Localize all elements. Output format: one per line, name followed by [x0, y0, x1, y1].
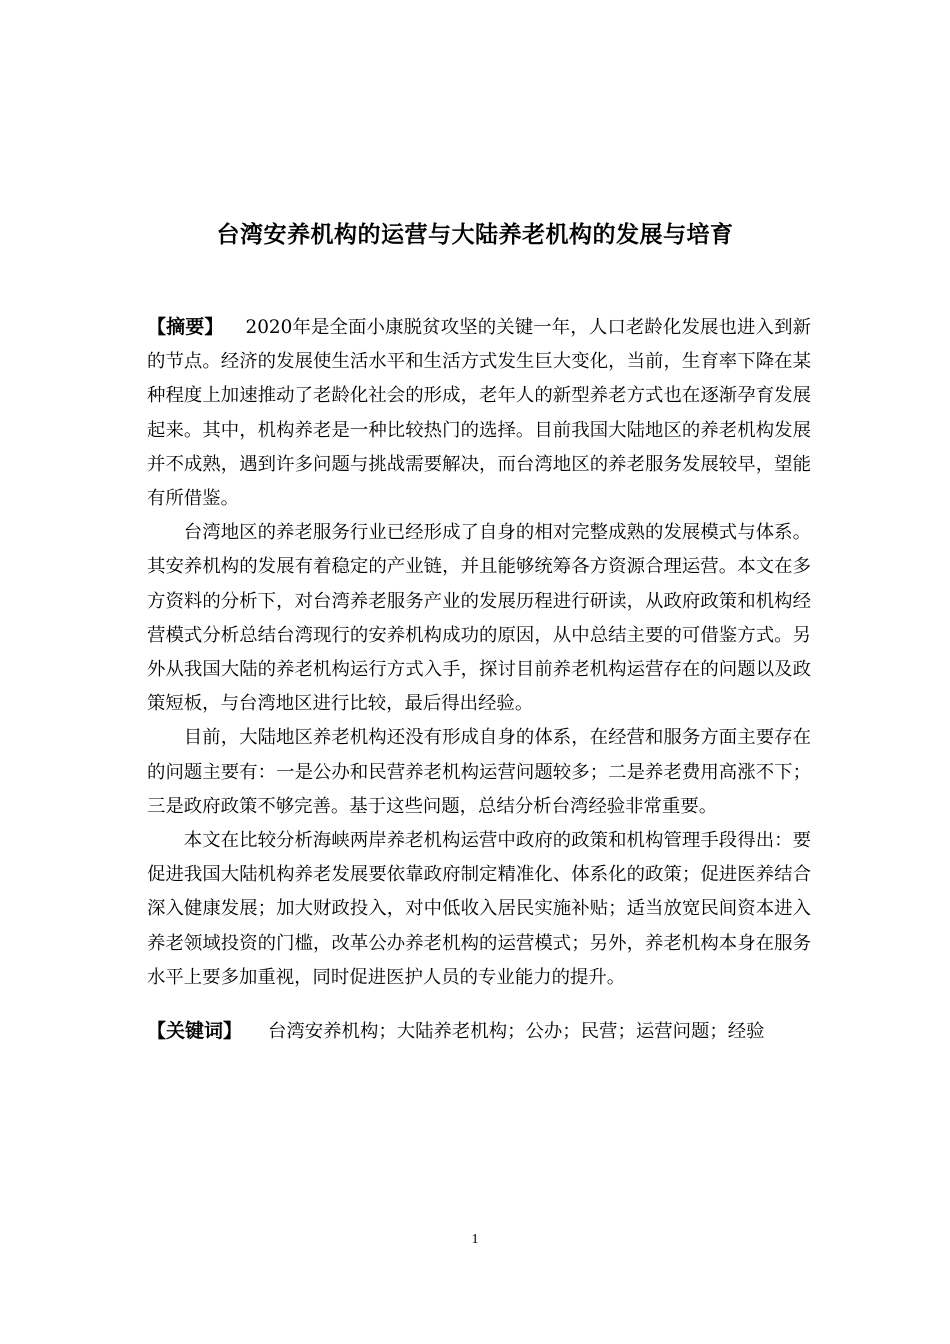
- keywords-label: 【关键词】: [147, 1020, 243, 1042]
- page-number: 1: [471, 1232, 479, 1247]
- abstract-label: 【摘要】: [147, 316, 224, 338]
- abstract-paragraph-1-text: 2020年是全面小康脱贫攻坚的关键一年，人口老龄化发展也进入到新的节点。经济的发展使生活水平和生活方式发生巨大变化，当前，生育率下降在某种程度上加速推动了老龄化社会的形成，老年人的新型养老方式也在逐渐孕育发展起来。其中，机构养老是一种比较热门的选择。目前我国大陆地区的养老机构发展并不成熟，遇到许多问题与挑战需要解决，而台湾地区的养老服务发展较早，望能有所借鉴。: [147, 317, 811, 510]
- abstract-paragraph-1: [147, 310, 811, 516]
- abstract-paragraph-2: 台湾地区的养老服务行业已经形成了自身的相对完整成熟的发展模式与体系。其安养机构的发展有着稳定的产业链，并且能够统筹各方资源合理运营。本文在多方资料的分析下，对台湾养老服务产业的发展历程进行研读，从政府政策和机构经营模式分析总结台湾现行的安养机构成功的原因，从中总结主要的可借鉴方式。另外从我国大陆的养老机构运行方式入手，探讨目前养老机构运营存在的问题以及政策短板，与台湾地区进行比较，最后得出经验。: [147, 522, 811, 715]
- keywords-section: [147, 1014, 827, 1049]
- keywords-text: 台湾安养机构；大陆养老机构；公办；民营；运营问题；经验: [268, 1021, 765, 1042]
- document-title: 台湾安养机构的运营与大陆养老机构的发展与培育: [216, 222, 734, 249]
- abstract-section: [147, 310, 811, 995]
- abstract-paragraph-4: 本文在比较分析海峡两岸养老机构运营中政府的政策和机构管理手段得出：要促进我国大陆机构养老发展要依靠政府制定精准化、体系化的政策；促进医养结合深入健康发展；加大财政投入，对中低收入居民实施补贴；适当放宽民间资本进入养老领域投资的门槛，改革公办养老机构的运营模式；另外，养老机构本身在服务水平上要多加重视，同时促进医护人员的专业能力的提升。: [147, 830, 811, 988]
- abstract-paragraph-3: 目前，大陆地区养老机构还没有形成自身的体系，在经营和服务方面主要存在的问题主要有：一是公办和民营养老机构运营问题较多；二是养老费用高涨不下；三是政府政策不够完善。基于这些问题，总结分析台湾经验非常重要。: [147, 727, 811, 817]
